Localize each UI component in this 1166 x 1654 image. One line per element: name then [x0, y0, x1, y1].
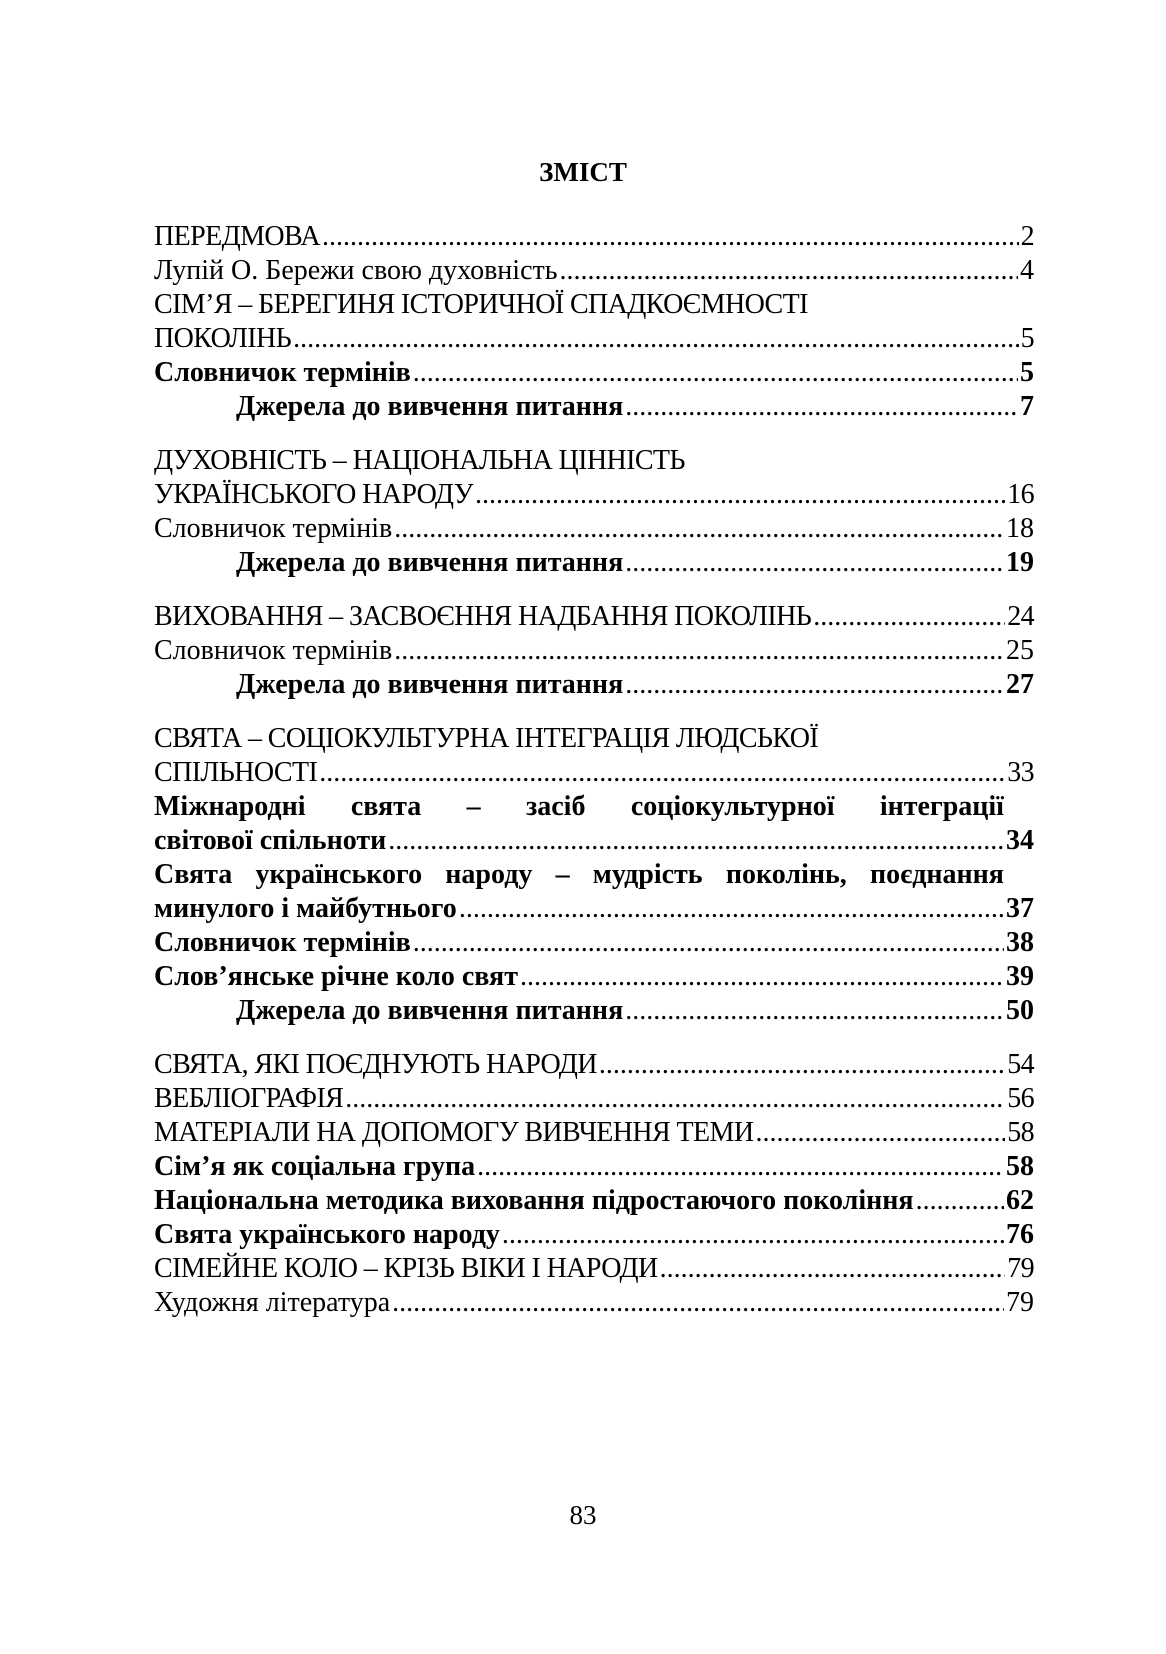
- toc-entry-label: Словничок термінів: [154, 513, 393, 544]
- toc-entry-page: 50: [1006, 995, 1034, 1026]
- word: –: [466, 791, 481, 822]
- toc-entry-page: 37: [1006, 893, 1034, 924]
- word: –: [555, 859, 570, 890]
- dot-leader: [520, 960, 1004, 994]
- dot-leader: [755, 1116, 1005, 1150]
- table-of-contents: [154, 220, 1034, 1320]
- toc-entry-label: Словничок термінів: [154, 635, 393, 666]
- section-gap: [154, 702, 1034, 722]
- toc-entry: [154, 1116, 1034, 1150]
- dot-leader: [475, 478, 1005, 512]
- toc-entry: [154, 1082, 1034, 1116]
- toc-entry-page: 25: [1006, 635, 1034, 666]
- toc-entry-label: УКРАЇНСЬКОГО НАРОДУ: [154, 479, 473, 510]
- dot-leader: [599, 1048, 1005, 1082]
- toc-entry-justified-line: [154, 790, 1004, 824]
- toc-entry-page: 38: [1006, 927, 1034, 958]
- dot-leader: [388, 824, 1004, 858]
- toc-entry-page: 34: [1006, 825, 1034, 856]
- toc-entry-page: 79: [1006, 1287, 1034, 1318]
- toc-entry-label: СПІЛЬНОСТІ: [154, 757, 318, 788]
- toc-entry-page: 18: [1006, 513, 1034, 544]
- dot-leader: [345, 1082, 1005, 1116]
- toc-entry-page: 54: [1007, 1049, 1034, 1080]
- toc-entry-label: світової спільноти: [154, 825, 387, 856]
- word: засіб: [526, 791, 586, 822]
- toc-entry-label: Лупій О. Бережи свою духовність: [154, 255, 558, 286]
- word: поколінь,: [725, 859, 847, 890]
- toc-entry: [154, 1218, 1034, 1252]
- toc-entry: [154, 926, 1034, 960]
- toc-entry-page: 27: [1006, 669, 1034, 700]
- toc-entry-label: Слов’янське річне коло свят: [154, 961, 518, 992]
- toc-entry-page: 79: [1007, 1253, 1034, 1284]
- dot-leader: [560, 254, 1019, 288]
- toc-entry: [154, 390, 1034, 424]
- word: Свята: [154, 859, 233, 890]
- dot-leader: [813, 600, 1005, 634]
- toc-entry-label: минулого і майбутнього: [154, 893, 457, 924]
- toc-entry: [154, 1150, 1034, 1184]
- toc-entry-page: 7: [1020, 391, 1034, 422]
- toc-entry-label: Свята українського народу: [154, 1219, 500, 1250]
- toc-entry: [154, 322, 1034, 356]
- toc-entry-page: 58: [1006, 1151, 1034, 1182]
- toc-entry: [154, 668, 1034, 702]
- toc-entry-label: Джерела до вивчення питання: [236, 391, 624, 422]
- dot-leader: [660, 1252, 1006, 1286]
- toc-entry-label: ПОКОЛІНЬ: [154, 323, 292, 354]
- toc-entry-label: ВЕБЛІОГРАФІЯ: [154, 1083, 344, 1114]
- toc-entry-page: 56: [1007, 1083, 1034, 1114]
- toc-entry-label: Словничок термінів: [154, 927, 411, 958]
- toc-entry: [154, 960, 1034, 994]
- toc-entry-justified-line: [154, 858, 1004, 892]
- toc-entry-label: Джерела до вивчення питання: [236, 995, 624, 1026]
- dot-leader: [413, 356, 1018, 390]
- toc-entry-page: 62: [1006, 1185, 1034, 1216]
- toc-entry: [154, 892, 1034, 926]
- toc-entry: [154, 1048, 1034, 1082]
- toc-entry: [154, 756, 1034, 790]
- toc-entry-page: 4: [1020, 255, 1034, 286]
- dot-leader: [293, 322, 1019, 356]
- toc-entry-page: 24: [1007, 601, 1034, 632]
- section-gap: [154, 424, 1034, 444]
- page-title: ЗМІСТ: [539, 157, 627, 187]
- word: мудрість: [592, 859, 703, 890]
- toc-entry: [154, 994, 1034, 1028]
- toc-entry: [154, 254, 1034, 288]
- dot-leader: [394, 512, 1004, 546]
- toc-entry: [154, 1184, 1034, 1218]
- toc-entry: [154, 546, 1034, 580]
- toc-entry: [154, 1286, 1034, 1320]
- toc-entry-label: ПЕРЕДМОВА: [154, 221, 320, 252]
- toc-entry-label: Джерела до вивчення питання: [236, 547, 624, 578]
- dot-leader: [502, 1218, 1004, 1252]
- toc-entry: [154, 634, 1034, 668]
- page-number: 83: [569, 1500, 597, 1530]
- dot-leader: [916, 1184, 1004, 1218]
- toc-entry-heading: ДУХОВНІСТЬ – НАЦІОНАЛЬНА ЦІННІСТЬ: [154, 445, 685, 476]
- dot-leader: [322, 220, 1019, 254]
- word: інтеграції: [879, 791, 1004, 822]
- word: Міжнародні: [154, 791, 306, 822]
- section-gap: [154, 1028, 1034, 1048]
- toc-entry-page: 5: [1020, 323, 1034, 354]
- toc-entry-label: ВИХОВАННЯ – ЗАСВОЄННЯ НАДБАННЯ ПОКОЛІНЬ: [154, 601, 812, 632]
- section-gap: [154, 580, 1034, 600]
- dot-leader: [625, 668, 1004, 702]
- toc-entry-page: 39: [1006, 961, 1034, 992]
- word: соціокультурної: [630, 791, 835, 822]
- dot-leader: [459, 892, 1004, 926]
- dot-leader: [477, 1150, 1004, 1184]
- dot-leader: [319, 756, 1005, 790]
- word: свята: [350, 791, 422, 822]
- toc-entry-page: 19: [1006, 547, 1034, 578]
- toc-entry-page: 16: [1007, 479, 1034, 510]
- toc-entry-heading: СВЯТА – СОЦІОКУЛЬТУРНА ІНТЕГРАЦІЯ ЛЮДСЬКОЇ: [154, 723, 819, 754]
- toc-entry-label: Джерела до вивчення питання: [236, 669, 624, 700]
- toc-entry-page: 33: [1007, 757, 1034, 788]
- dot-leader: [413, 926, 1004, 960]
- toc-entry: [154, 356, 1034, 390]
- word: українського: [255, 859, 423, 890]
- toc-entry-label: Сім’я як соціальна група: [154, 1151, 476, 1182]
- toc-entry-label: СВЯТА, ЯКІ ПОЄДНУЮТЬ НАРОДИ: [154, 1049, 597, 1080]
- dot-leader: [625, 390, 1018, 424]
- toc-entry: [154, 824, 1034, 858]
- toc-entry-page: 2: [1020, 221, 1034, 252]
- toc-entry: [154, 1252, 1034, 1286]
- toc-entry-heading: СІМ’Я – БЕРЕГИНЯ ІСТОРИЧНОЇ СПАДКОЄМНОСТІ: [154, 289, 808, 320]
- toc-entry-label: МАТЕРІАЛИ НА ДОПОМОГУ ВИВЧЕННЯ ТЕМИ: [154, 1117, 754, 1148]
- toc-entry-page: 76: [1006, 1219, 1034, 1250]
- dot-leader: [625, 546, 1004, 580]
- toc-entry-label: Художня література: [154, 1287, 391, 1318]
- toc-entry-label: Словничок термінів: [154, 357, 411, 388]
- dot-leader: [392, 1286, 1004, 1320]
- word: поєднання: [870, 859, 1004, 890]
- dot-leader: [625, 994, 1004, 1028]
- dot-leader: [394, 634, 1004, 668]
- toc-entry: [154, 600, 1034, 634]
- toc-entry-page: 5: [1020, 357, 1034, 388]
- toc-entry-label: СІМЕЙНЕ КОЛО – КРІЗЬ ВІКИ І НАРОДИ: [154, 1253, 658, 1284]
- toc-entry: [154, 512, 1034, 546]
- toc-entry: [154, 220, 1034, 254]
- toc-entry-label: Національна методика виховання підростаючого покоління: [154, 1185, 914, 1216]
- toc-entry: [154, 478, 1034, 512]
- toc-entry-page: 58: [1007, 1117, 1034, 1148]
- word: народу: [445, 859, 533, 890]
